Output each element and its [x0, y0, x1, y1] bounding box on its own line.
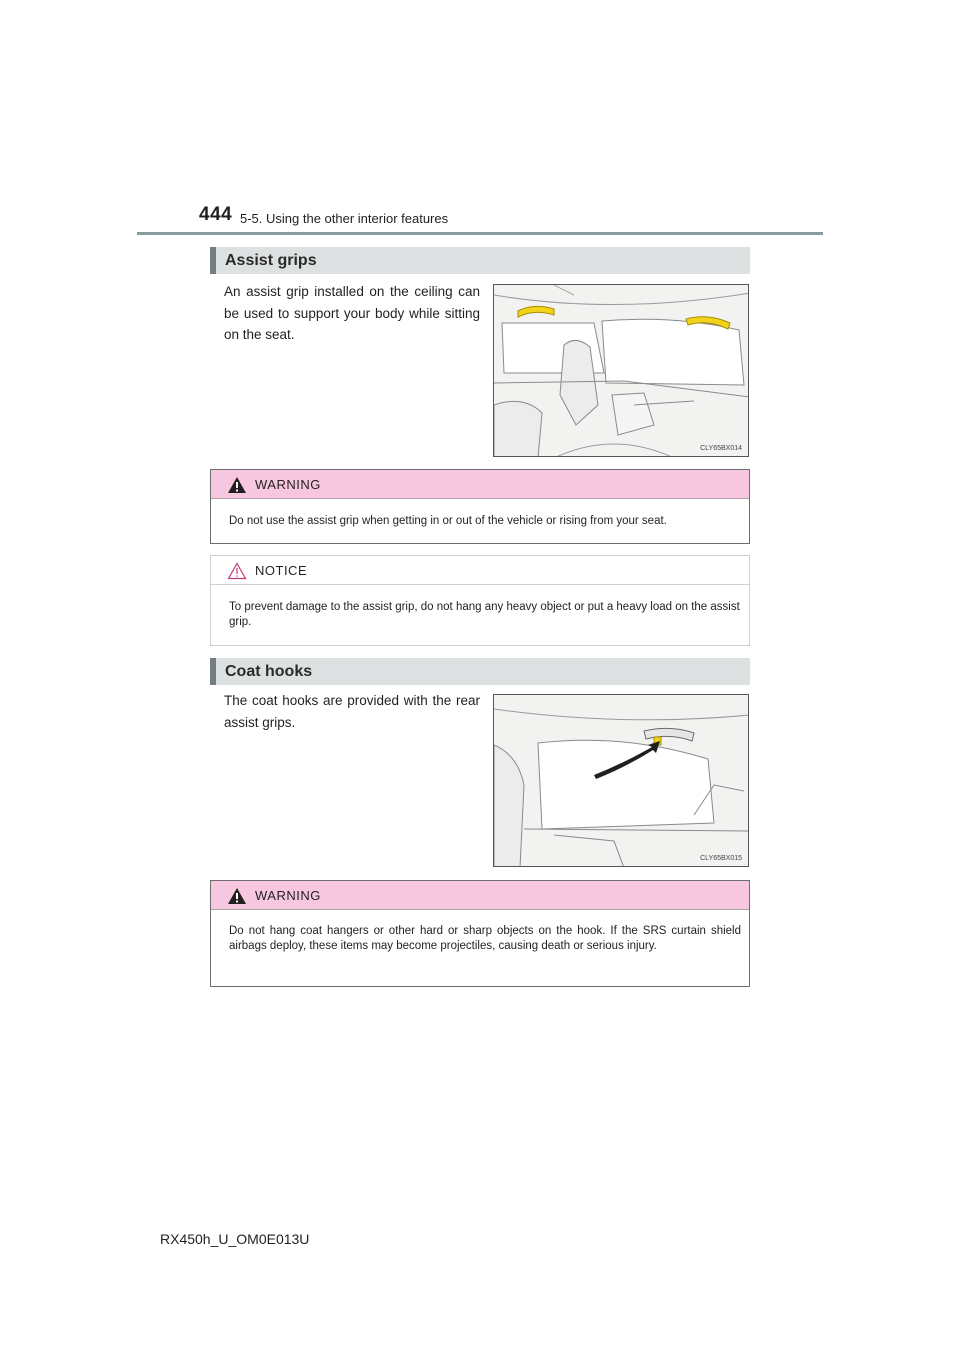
coat-hooks-illustration: [493, 694, 749, 867]
notice-header: [211, 556, 749, 585]
warning-text: Do not use the assist grip when getting in or out of the vehicle or rising from your seat.: [229, 515, 667, 527]
notice-box: [210, 555, 750, 646]
warning-title: WARNING: [255, 888, 321, 903]
warning-header: [211, 881, 749, 910]
warning-box-2: [210, 880, 750, 987]
assist-grips-drawing: [494, 285, 749, 457]
assist-grips-illustration: [493, 284, 749, 457]
warning-triangle-icon: [227, 887, 247, 905]
coat-hooks-heading: [210, 658, 750, 685]
notice-text: To prevent damage to the assist grip, do not hang any heavy object or put a heavy load on the assist grip.: [229, 601, 740, 628]
notice-title: NOTICE: [255, 563, 308, 578]
assist-grips-heading: [210, 247, 750, 274]
warning-title: WARNING: [255, 477, 321, 492]
figure-code: CLY65BX014: [700, 445, 742, 452]
figure-code: CLY65BX015: [700, 855, 742, 862]
coat-hooks-drawing: [494, 695, 749, 867]
warning-triangle-icon: [227, 476, 247, 494]
page-number: 444: [199, 204, 233, 225]
coat-hooks-body: The coat hooks are provided with the rear assist grips.: [224, 693, 480, 730]
coat-hooks-heading-text: Coat hooks: [225, 663, 313, 680]
warning-text: Do not hang coat hangers or other hard or sharp objects on the hook. If the SRS curtain shield airbags deploy, these items may become projectiles, causing death or serious injury.: [229, 925, 741, 952]
assist-grips-heading-text: Assist grips: [225, 252, 317, 269]
caution-triangle-icon: [227, 562, 247, 580]
assist-grips-body: An assist grip installed on the ceiling can be used to support your body while sitting on the seat.: [224, 284, 480, 342]
warning-box-1: [210, 469, 750, 544]
document-code: RX450h_U_OM0E013U: [160, 1231, 310, 1247]
warning-header: [211, 470, 749, 499]
section-title: 5-5. Using the other interior features: [240, 211, 449, 226]
header-divider: [137, 232, 823, 235]
